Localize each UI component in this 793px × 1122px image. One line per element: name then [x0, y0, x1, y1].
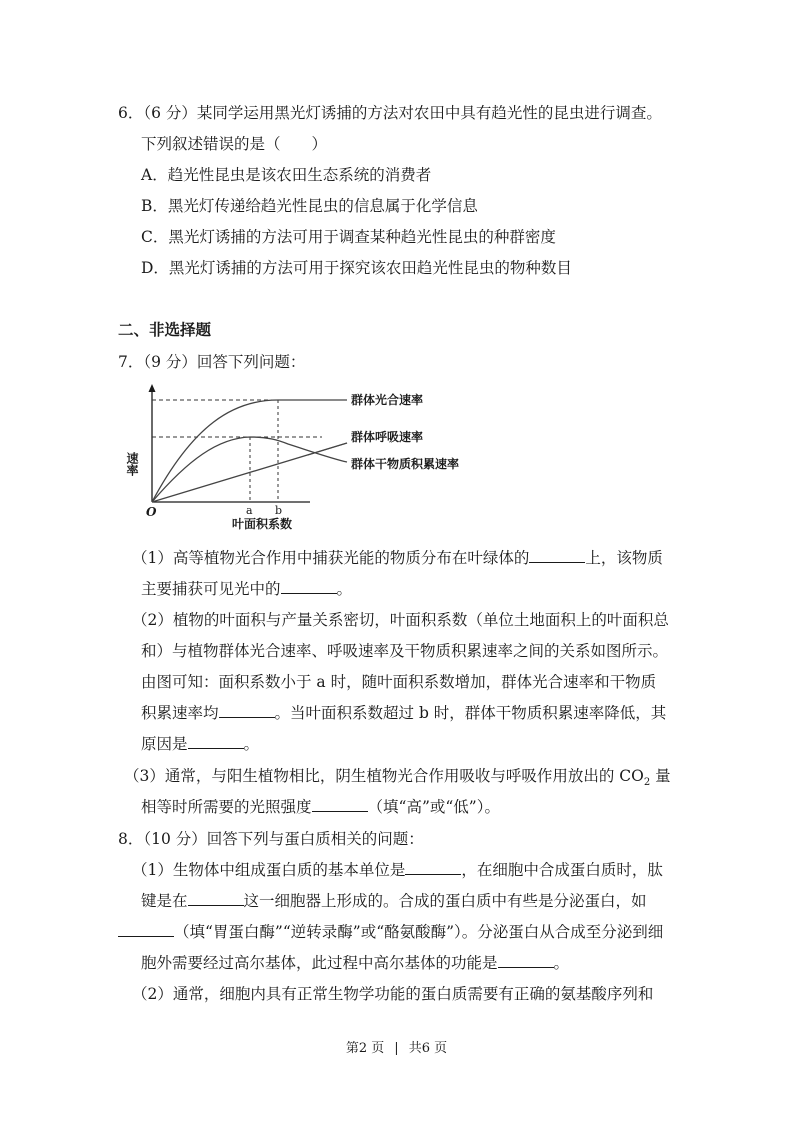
- q8-part2-line1: （2）通常，细胞内具有正常生物学功能的蛋白质需要有正确的氨基酸序列和: [132, 985, 654, 1003]
- q7-part2-line1: （2）植物的叶面积与产量关系密切，叶面积系数（单位土地面积上的叶面积总: [132, 611, 669, 629]
- x-tick-a: a: [246, 504, 253, 517]
- series-photosynthesis-label: 群体光合速率: [351, 393, 424, 407]
- answer-blank[interactable]: [188, 734, 244, 749]
- origin-label: O: [146, 505, 157, 519]
- series-respiration-label: 群体呼吸速率: [351, 430, 424, 444]
- answer-blank[interactable]: [498, 953, 554, 968]
- y-axis-arrow: [149, 384, 156, 392]
- q7-part2-line3: 由图可知：面积系数小于 a 时，随叶面积系数增加，群体光合速率和干物质: [141, 673, 657, 691]
- q7-part1-line1: （1）高等植物光合作用中捕获光能的物质分布在叶绿体的 上，该物质: [132, 549, 663, 567]
- page-number: 第2 页: [345, 1041, 385, 1056]
- page-footer: [0, 1040, 793, 1058]
- q8-part1-line3: （填“胃蛋白酶”“逆转录酶”或“酪氨酸酶”）。分泌蛋白从合成至分泌到细: [118, 922, 663, 942]
- q6-option-b: B．黑光灯传递给趋光性昆虫的信息属于化学信息: [141, 197, 478, 215]
- q8-stem: 8．（10 分）回答下列与蛋白质相关的问题：: [118, 830, 424, 848]
- q6-option-c: C．黑光灯诱捕的方法可用于调查某种趋光性昆虫的种群密度: [141, 228, 556, 246]
- respiration-leader: [308, 443, 347, 455]
- series-dry-matter-label: 群体干物质积累速率: [351, 457, 460, 471]
- answer-blank[interactable]: [405, 860, 461, 875]
- q8-part1-line1: （1）生物体中组成蛋白质的基本单位是 ，在细胞中合成蛋白质时，肽: [132, 861, 663, 879]
- q8-part1-line2: 键是在 这一细胞器上形成的。合成的蛋白质中有些是分泌蛋白，如: [141, 892, 647, 910]
- q7-part3-line1: （3）通常，与阳生植物相比，阴生植物光合作用吸收与呼吸作用放出的 $CO_2$ 量: [124, 767, 671, 789]
- y-axis-label: 速率: [125, 452, 139, 476]
- q7-part2-line5: 原因是 。: [141, 735, 260, 753]
- rate-chart: [118, 380, 488, 535]
- answer-blank[interactable]: [118, 922, 174, 937]
- q7-part1-line2: 主要捕获可见光中的 。: [141, 580, 353, 598]
- q7-part3-line2: 相等时所需要的光照强度 （填“高”或“低”）。: [141, 798, 500, 816]
- answer-blank[interactable]: [281, 579, 337, 594]
- q6-stem: 6．（6 分）某同学运用黑光灯诱捕的方法对农田中具有趋光性的昆虫进行调查。: [118, 104, 662, 122]
- footer-separator: |: [394, 1041, 399, 1056]
- answer-blank[interactable]: [219, 703, 275, 718]
- answer-blank[interactable]: [529, 548, 585, 563]
- q6-option-d: D．黑光灯诱捕的方法可用于探究该农田趋光性昆虫的物种数目: [141, 259, 572, 277]
- q6-option-a: A．趋光性昆虫是该农田生态系统的消费者: [141, 166, 432, 184]
- x-tick-b: b: [275, 504, 283, 517]
- section-title: 二、非选择题: [118, 321, 212, 339]
- q7-part2-line2: 和）与植物群体光合速率、呼吸速率及干物质积累速率之间的关系如图所示。: [141, 642, 669, 660]
- q8-part1-line4: 胞外需要经过高尔基体，此过程中高尔基体的功能是 。: [141, 954, 570, 972]
- answer-blank[interactable]: [188, 891, 244, 906]
- page-total: 共6 页: [408, 1041, 448, 1056]
- x-axis-label: 叶面积系数: [232, 517, 293, 531]
- q7-stem: 7．（9 分）回答下列问题：: [118, 353, 306, 371]
- answer-blank[interactable]: [312, 797, 368, 812]
- q7-part2-line4: 积累速率均 。当叶面积系数超过 b 时，群体干物质积累速率降低，其: [141, 704, 667, 722]
- q6-stem-2: 下列叙述错误的是（ ）: [141, 135, 328, 153]
